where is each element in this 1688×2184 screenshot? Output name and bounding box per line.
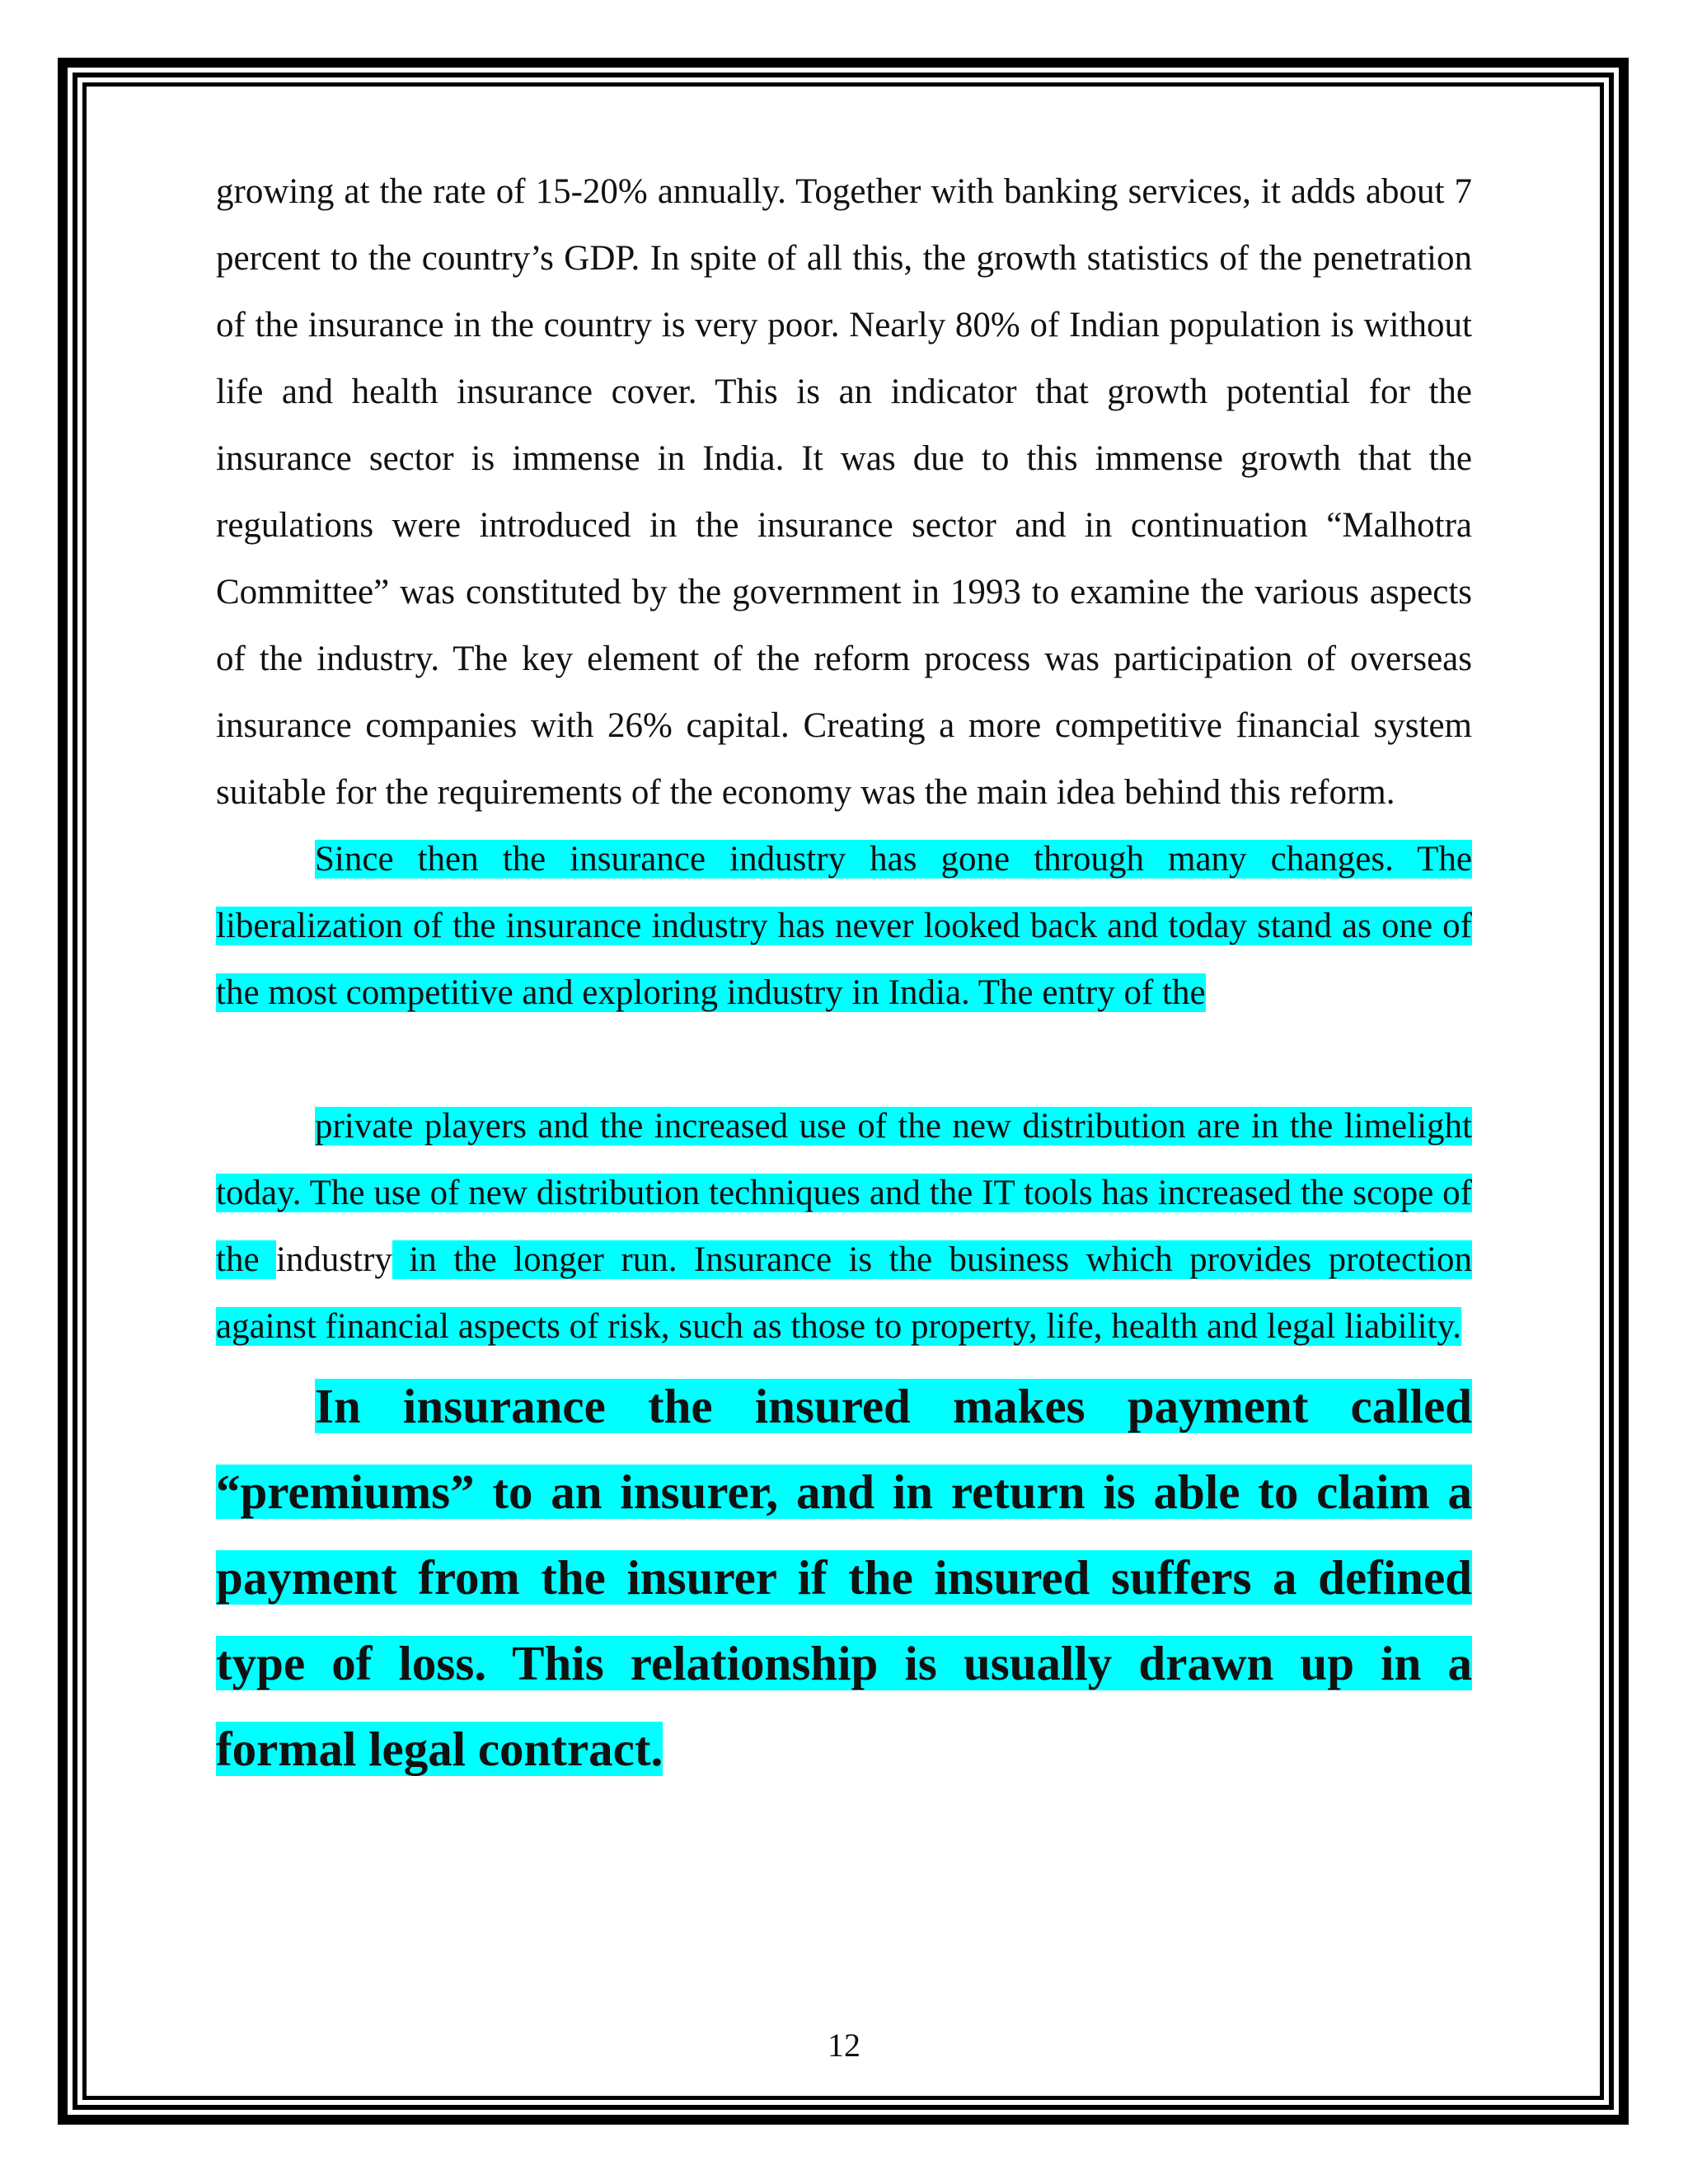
highlighted-text: private players and the increased use of the new distribution are in the limelight today. The use of new distribution techniques and the IT tools has increased the scope of the — [216, 1107, 1472, 1279]
paragraph-liberalization — [216, 826, 1472, 1026]
highlighted-bold-text: In insurance the insured makes payment called “premiums” to an insurer, and in return is able to claim a payment from the insurer if the insured suffers a defined type of loss. This relationship is usually drawn up in a formal legal contract. — [216, 1379, 1472, 1776]
highlighted-text: in the longer run. Insurance is the business which provides protection against financial aspects of risk, such as those to property, life, health and legal liability. — [216, 1240, 1472, 1346]
page-number: 12 — [828, 2027, 860, 2064]
paragraph-growth-statistics: growing at the rate of 15-20% annually. Together with banking services, it adds about 7 percent to the country’s GDP. In spite of all this, the growth statistics of the penetration of the insurance in the country is very poor. Nearly 80% of Indian population is without life and health insurance cover. This is an indicator that growth potential for the insurance sector is immense in India. It was due to this immense growth that the regulations were introduced in the insurance sector and in continuation “Malhotra Committee” was constituted by the government in 1993 to examine the various aspects of the industry. The key element of the reform process was participation of overseas insurance companies with 26% capital. Creating a more competitive financial system suitable for the requirements of the economy was the main idea behind this reform. — [216, 172, 1472, 812]
paragraph-private-players — [216, 1093, 1472, 1360]
page-body — [216, 158, 1472, 1792]
paragraph-insurance-definition — [216, 1363, 1472, 1792]
paragraph-gap — [216, 1026, 1472, 1093]
highlighted-text: Since then the insurance industry has gone through many changes. The liberalization of the insurance industry has never looked back and today stand as one of the most competitive and exploring industry in India. The entry of the — [216, 840, 1472, 1012]
unhighlighted-word: industry — [275, 1240, 392, 1279]
